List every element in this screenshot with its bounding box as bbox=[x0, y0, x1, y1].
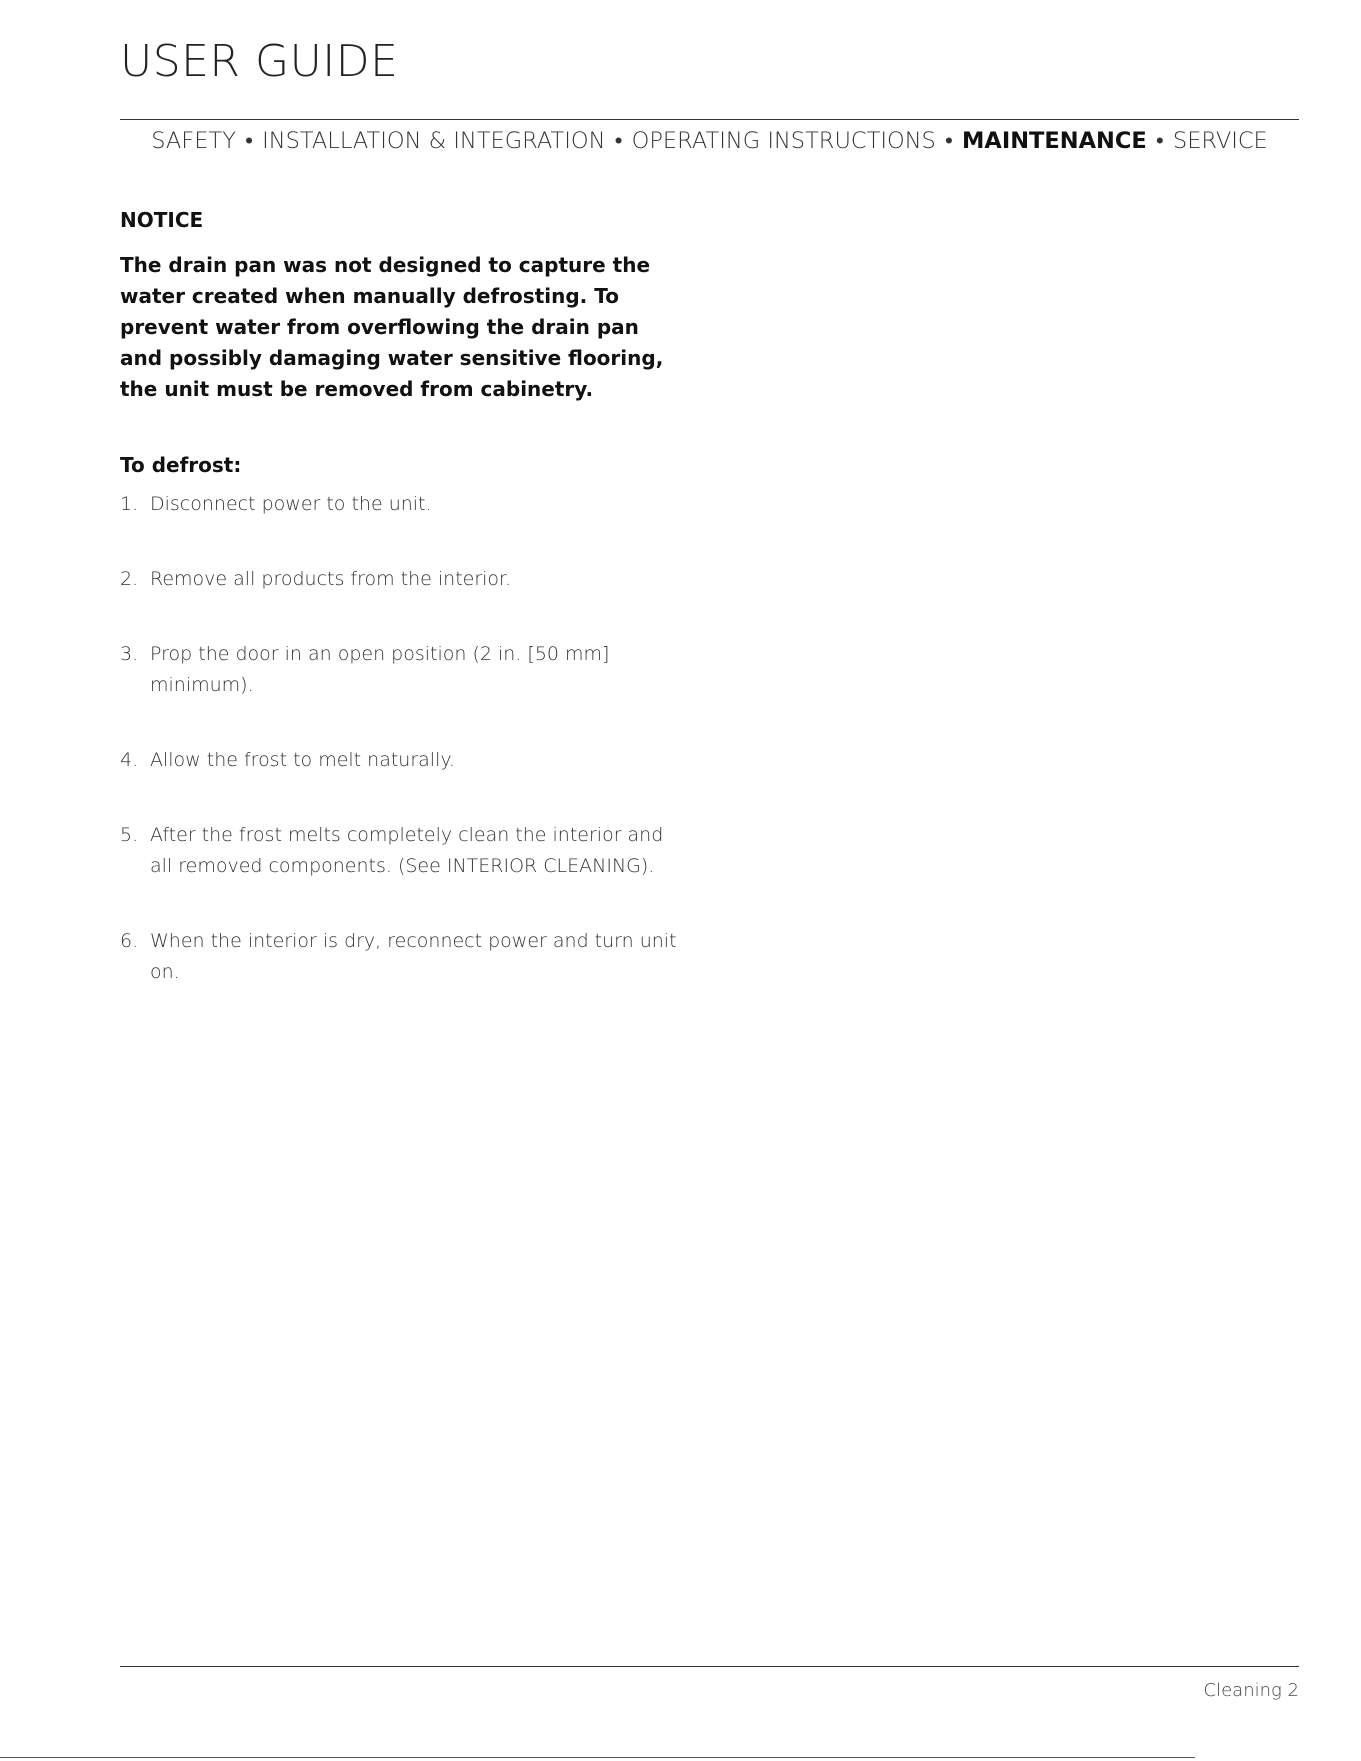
notice-heading: NOTICE bbox=[120, 208, 204, 232]
step-text: Prop the door in an open position (2 in. [50 mm] minimum). bbox=[150, 643, 610, 696]
step-text: Allow the frost to melt naturally. bbox=[150, 749, 455, 771]
section-nav-item-operating: OPERATING INSTRUCTIONS bbox=[631, 128, 936, 154]
defrost-heading: To defrost: bbox=[120, 453, 242, 477]
list-item bbox=[120, 564, 680, 595]
step-number: 6. bbox=[120, 930, 139, 952]
list-item bbox=[120, 639, 680, 701]
step-text: After the frost melts completely clean the interior and all removed components. (See INTERIOR CLEANING). bbox=[150, 824, 664, 877]
page-edge-line bbox=[0, 1757, 1195, 1758]
section-nav bbox=[120, 128, 1299, 154]
footer-divider bbox=[120, 1666, 1299, 1667]
step-number: 4. bbox=[120, 749, 139, 771]
section-nav-item-maintenance: MAINTENANCE bbox=[962, 128, 1147, 154]
list-item bbox=[120, 745, 680, 776]
step-number: 1. bbox=[120, 493, 139, 515]
defrost-steps bbox=[120, 489, 680, 988]
step-number: 3. bbox=[120, 643, 139, 665]
section-nav-separator: • bbox=[1155, 128, 1164, 154]
step-number: 5. bbox=[120, 824, 139, 846]
header-divider bbox=[120, 119, 1299, 120]
step-number: 2. bbox=[120, 568, 139, 590]
section-nav-separator: • bbox=[614, 128, 623, 154]
page-title: USER GUIDE bbox=[120, 36, 399, 87]
section-nav-item-safety: SAFETY bbox=[151, 128, 236, 154]
section-nav-separator: • bbox=[245, 128, 253, 154]
list-item bbox=[120, 489, 680, 520]
list-item bbox=[120, 820, 680, 882]
step-text: Disconnect power to the unit. bbox=[150, 493, 432, 515]
list-item bbox=[120, 926, 680, 988]
section-nav-separator: • bbox=[944, 128, 953, 154]
notice-text: The drain pan was not designed to capture the water created when manually defrosting. To prevent water from overflowing the drain pan and possibly damaging water sensitive flooring, the unit must be removed from cabinetry. bbox=[120, 253, 664, 401]
step-text: Remove all products from the interior. bbox=[150, 568, 512, 590]
page-footer-label: Cleaning 2 bbox=[1203, 1680, 1299, 1701]
main-content bbox=[120, 208, 680, 1032]
step-text: When the interior is dry, reconnect power and turn unit on. bbox=[150, 930, 677, 983]
section-nav-item-service: SERVICE bbox=[1172, 128, 1268, 154]
section-nav-item-installation: INSTALLATION & INTEGRATION bbox=[262, 128, 606, 154]
